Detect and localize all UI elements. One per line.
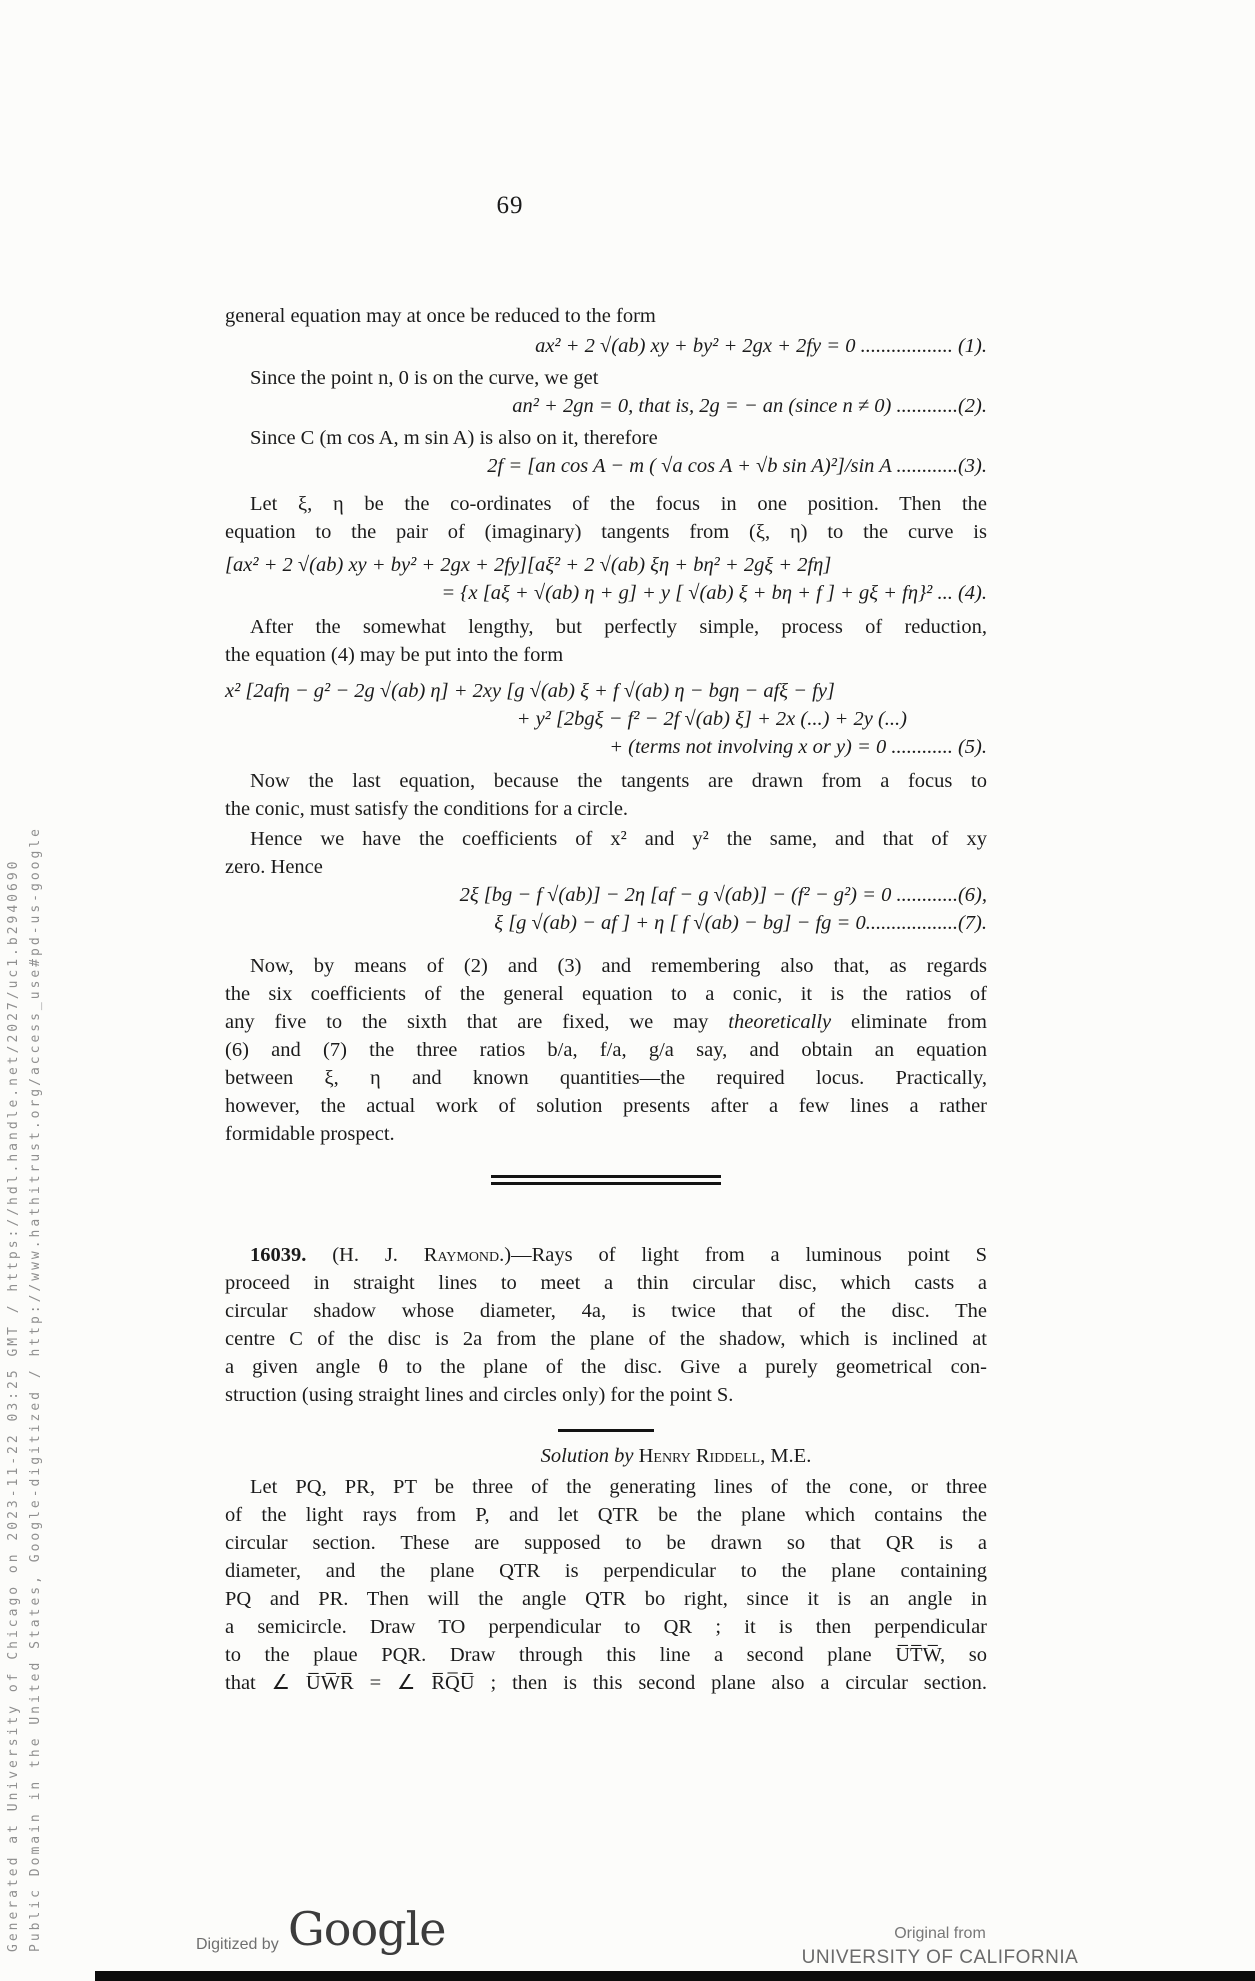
text-line: the conic, must satisfy the conditions for a circle. <box>225 798 629 820</box>
sidebar-watermark-line-public-domain: Public Domain in the United States, Google-digitized / http://www.hathitrust.org/access_use#pd-us-google <box>28 826 43 1952</box>
text-line: Now, by means of (2) and (3) and remembering also that, as regards <box>250 955 987 977</box>
equation-line-4a: [ax² + 2 √(ab) xy + by² + 2gx + 2fy][aξ² + 2 √(ab) ξη + bη² + 2gξ + 2fη] <box>225 554 832 576</box>
equation-line-1: ax² + 2 √(ab) xy + by² + 2gx + 2fy = 0 .................. (1). <box>535 335 987 357</box>
text-line: general equation may at once be reduced to the form <box>225 305 656 327</box>
problem-number: 16039. <box>250 1244 307 1266</box>
text-line: Since C (m cos A, m sin A) is also on it, therefore <box>250 427 658 449</box>
text-line <box>225 1009 987 1037</box>
text-line: proceed in straight lines to meet a thin circular disc, which casts a <box>225 1272 987 1294</box>
text-line: Hence we have the coefficients of x² and y² the same, and that of xy <box>250 828 987 850</box>
text-column <box>225 302 987 1698</box>
text-line: PQ and PR. Then will the angle QTR bo right, since it is an angle in <box>225 1588 987 1610</box>
problem-first-line <box>225 1241 987 1269</box>
equation-line-6: 2ξ [bg − f √(ab)] − 2η [af − g √(ab)] − (f² − g²) = 0 ............(6), <box>459 884 987 906</box>
text-line: that ∠ U̅W̅R̅ = ∠ R̅Q̅U̅ ; then is this second plane also a circular section. <box>225 1672 987 1694</box>
problem-text: —Rays of light from a luminous point S <box>511 1244 988 1266</box>
section-divider-single-rule <box>558 1429 654 1432</box>
text-line: a given angle θ to the plane of the disc. Give a purely geometrical con- <box>225 1356 987 1378</box>
text-line: Now the last equation, because the tangents are drawn from a focus to <box>250 770 987 792</box>
text-fragment: any five to the sixth that are fixed, we may <box>225 1011 729 1033</box>
scan-edge-bar <box>95 1971 1255 1981</box>
equation-line-3: 2f = [an cos A − m ( √a cos A + √b sin A)²]/sin A ............(3). <box>487 455 987 477</box>
problem-author: (H. J. Raymond.) <box>306 1244 512 1266</box>
sidebar-watermark-line-generated: Generated at University of Chicago on 2023-11-22 03:25 GMT / https://hdl.handle.net/2027/uc1.b2940690 <box>6 858 21 1952</box>
equation-line-5b: + y² [2bgξ − f² − 2f √(ab) ξ] + 2x (...) + 2y (...) <box>516 708 907 730</box>
text-line: Since the point n, 0 is on the curve, we get <box>250 367 599 389</box>
text-fragment: eliminate from <box>831 1011 987 1033</box>
text-line: centre C of the disc is 2a from the plane of the shadow, which is inclined at <box>225 1328 987 1350</box>
text-line: however, the actual work of solution presents after a few lines a rather <box>225 1095 987 1117</box>
text-line: Let PQ, PR, PT be three of the generating lines of the cone, or three <box>250 1476 987 1498</box>
text-line: (6) and (7) the three ratios b/a, f/a, g/a say, and obtain an equation <box>225 1039 987 1061</box>
text-line: zero. Hence <box>225 856 323 878</box>
italic-word: theoretically <box>728 1011 832 1033</box>
solution-heading <box>225 1442 987 1470</box>
text-line: of the light rays from P, and let QTR be the plane which contains the <box>225 1504 987 1526</box>
text-line: a semicircle. Draw TO perpendicular to QR ; it is then perpendicular <box>225 1616 987 1638</box>
solver-degree: M.E. <box>765 1445 812 1467</box>
equation-line-4b: = {x [aξ + √(ab) η + g] + y [ √(ab) ξ + bη + f ] + gξ + fη}² ... (4). <box>441 582 987 604</box>
text-line: circular shadow whose diameter, 4a, is twice that of the disc. The <box>225 1300 987 1322</box>
solver-name: Henry Riddell, <box>638 1445 766 1467</box>
solution-by-label: Solution by <box>540 1445 639 1467</box>
equation-line-5a: x² [2afη − g² − 2g √(ab) η] + 2xy [g √(ab) ξ + f √(ab) η − bgη − afξ − fy] <box>225 680 835 702</box>
problem-16039 <box>225 1241 987 1409</box>
text-line: After the somewhat lengthy, but perfectly simple, process of reduction, <box>250 616 987 638</box>
equation-line-7: ξ [g √(ab) − af ] + η [ f √(ab) − bg] − fg = 0..................(7). <box>494 912 987 934</box>
equation-line-5c: + (terms not involving x or y) = 0 ............ (5). <box>609 736 987 758</box>
text-line: between ξ, η and known quantities—the required locus. Practically, <box>225 1067 987 1089</box>
text-line: the six coefficients of the general equation to a conic, it is the ratios of <box>225 983 987 1005</box>
text-line: Let ξ, η be the co-ordinates of the focus in one position. Then the <box>250 493 987 515</box>
text-line: formidable prospect. <box>225 1123 395 1145</box>
footer-provenance <box>790 1925 1090 1969</box>
original-from-label: Original from <box>894 1925 986 1942</box>
text-line: equation to the pair of (imaginary) tangents from (ξ, η) to the curve is <box>225 521 987 543</box>
text-line: circular section. These are supposed to be drawn so that QR is a <box>225 1532 987 1554</box>
text-line: the equation (4) may be put into the form <box>225 644 564 666</box>
text-line: diameter, and the plane QTR is perpendicular to the plane containing <box>225 1560 987 1582</box>
google-logo: Google <box>288 1902 446 1956</box>
institution-label: UNIVERSITY OF CALIFORNIA <box>801 1947 1079 1968</box>
equation-line-2: an² + 2gn = 0, that is, 2g = − an (since n ≠ 0) ............(2). <box>512 395 987 417</box>
text-line: struction (using straight lines and circles only) for the point S. <box>225 1384 734 1406</box>
digitized-by-label: Digitized by <box>196 1936 279 1953</box>
text-line: to the plaue PQR. Draw through this line a second plane U̅T̅W̅, so <box>225 1644 987 1666</box>
page-number: 69 <box>496 192 524 219</box>
section-divider-double-rule <box>491 1175 721 1185</box>
